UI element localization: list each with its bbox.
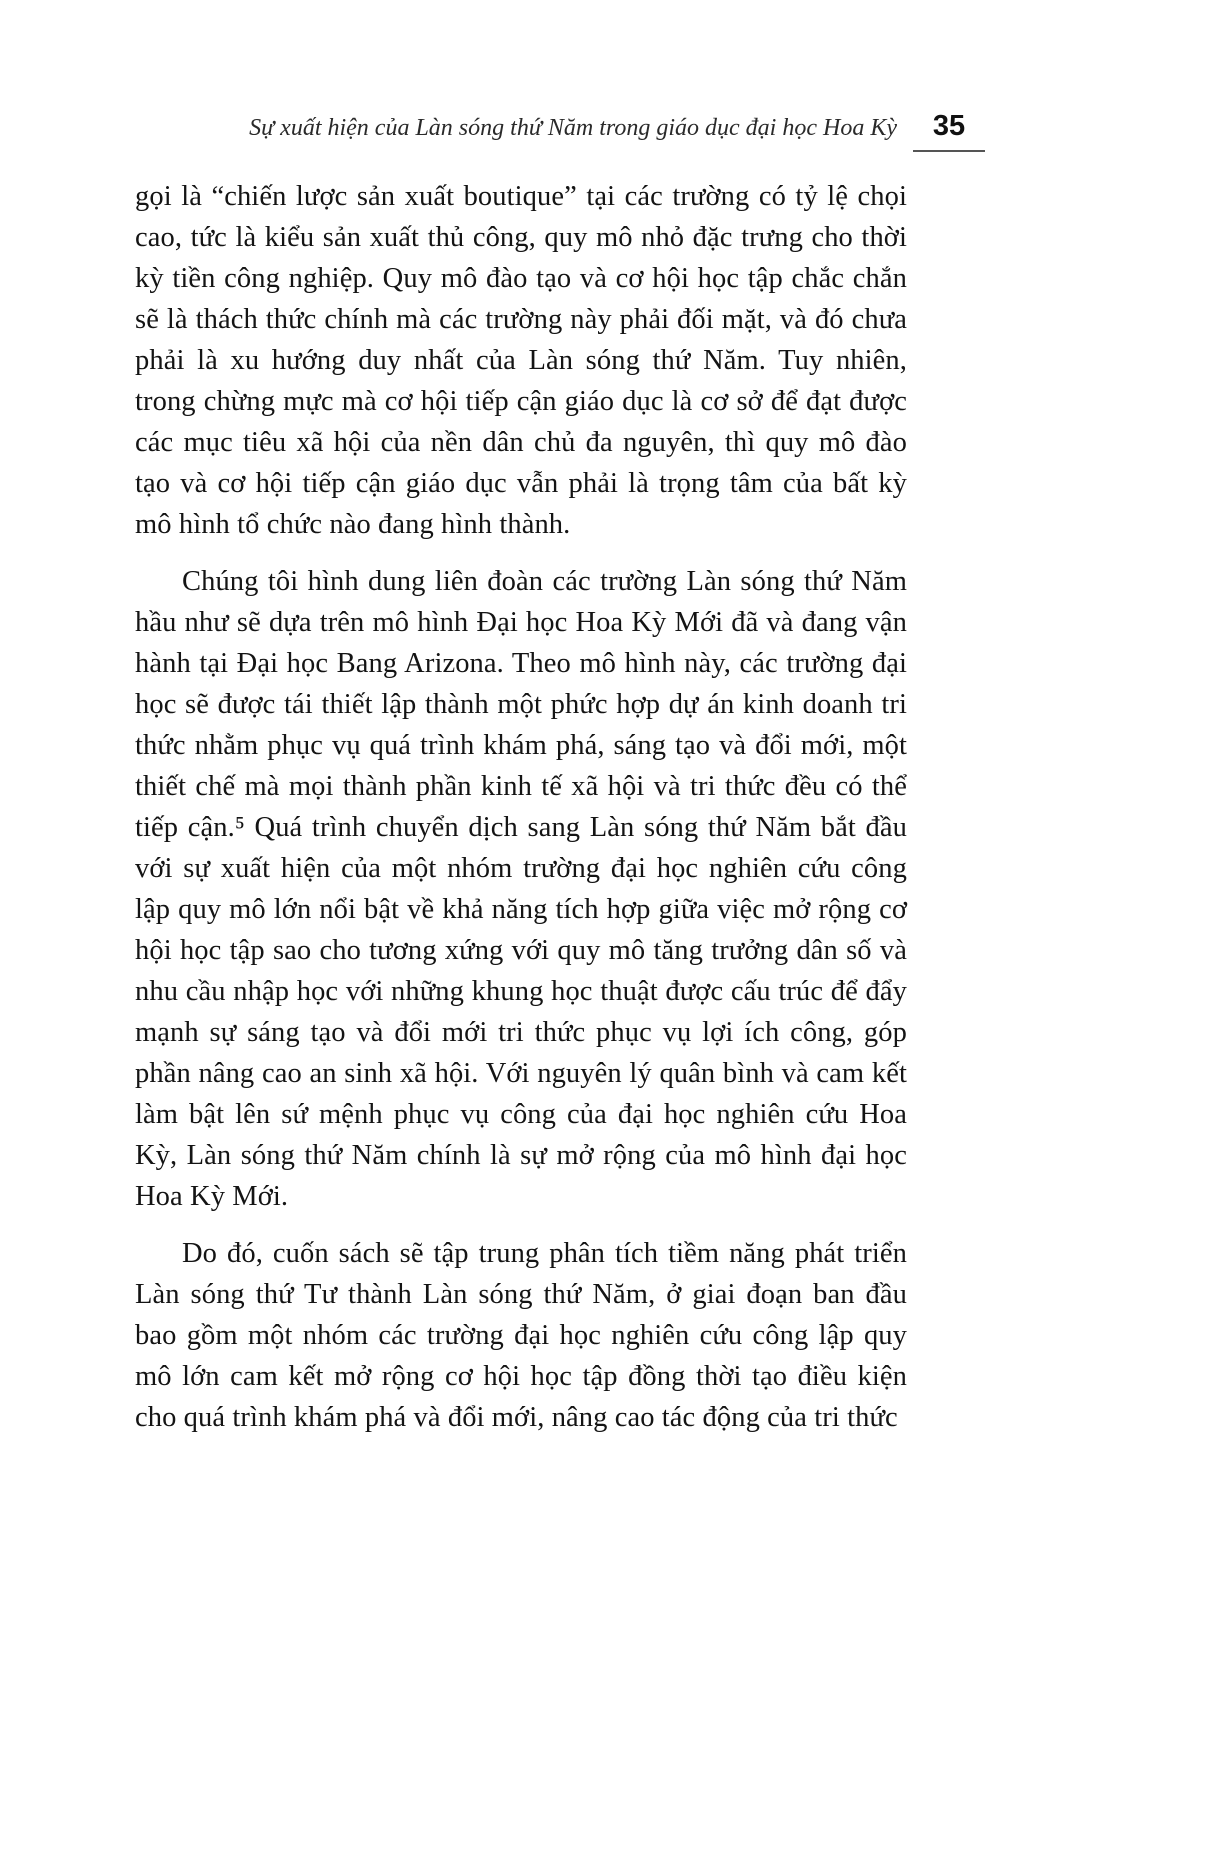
page-number: 35 <box>913 112 985 152</box>
paragraph: Chúng tôi hình dung liên đoàn các trường Làn sóng thứ Năm hầu như sẽ dựa trên mô hình Đại học Hoa Kỳ Mới đã và đang vận hành tại Đại học Bang Arizona. Theo mô hình này, các trường đại học sẽ được tái thiết lập thành một phức hợp dự án kinh doanh tri thức nhằm phục vụ quá trình khám phá, sáng tạo và đổi mới, một thiết chế mà mọi thành phần kinh tế xã hội và tri thức đều có thể tiếp cận.⁵ Quá trình chuyển dịch sang Làn sóng thứ Năm bắt đầu với sự xuất hiện của một nhóm trường đại học nghiên cứu công lập quy mô lớn nổi bật về khả năng tích hợp giữa việc mở rộng cơ hội học tập sao cho tương xứng với quy mô tăng trưởng dân số và nhu cầu nhập học với những khung học thuật được cấu trúc để đẩy mạnh sự sáng tạo và đổi mới tri thức phục vụ lợi ích công, góp phần nâng cao an sinh xã hội. Với nguyên lý quân bình và cam kết làm bật lên sứ mệnh phục vụ công của đại học nghiên cứu Hoa Kỳ, Làn sóng thứ Năm chính là sự mở rộng của mô hình đại học Hoa Kỳ Mới. <box>135 566 907 1212</box>
paragraph-continuation: gọi là “chiến lược sản xuất boutique” tại các trường có tỷ lệ chọi cao, tức là kiểu sản xuất thủ công, quy mô nhỏ đặc trưng cho thời kỳ tiền công nghiệp. Quy mô đào tạo và cơ hội học tập chắc chắn sẽ là thách thức chính mà các trường này phải đối mặt, và đó chưa phải là xu hướng duy nhất của Làn sóng thứ Năm. Tuy nhiên, trong chừng mực mà cơ hội tiếp cận giáo dục là cơ sở để đạt được các mục tiêu xã hội của nền dân chủ đa nguyên, thì quy mô đào tạo và cơ hội tiếp cận giáo dục vẫn phải là trọng tâm của bất kỳ mô hình tổ chức nào đang hình thành. <box>135 181 907 540</box>
page-header <box>0 112 985 152</box>
paragraph: Do đó, cuốn sách sẽ tập trung phân tích tiềm năng phát triển Làn sóng thứ Tư thành Làn sóng thứ Năm, ở giai đoạn ban đầu bao gồm một nhóm các trường đại học nghiên cứu công lập quy mô lớn cam kết mở rộng cơ hội học tập đồng thời tạo điều kiện cho quá trình khám phá và đổi mới, nâng cao tác động của tri thức <box>135 1238 907 1433</box>
running-title: Sự xuất hiện của Làn sóng thứ Năm trong giáo dục đại học Hoa Kỳ <box>249 115 897 141</box>
page-body <box>135 176 907 1454</box>
